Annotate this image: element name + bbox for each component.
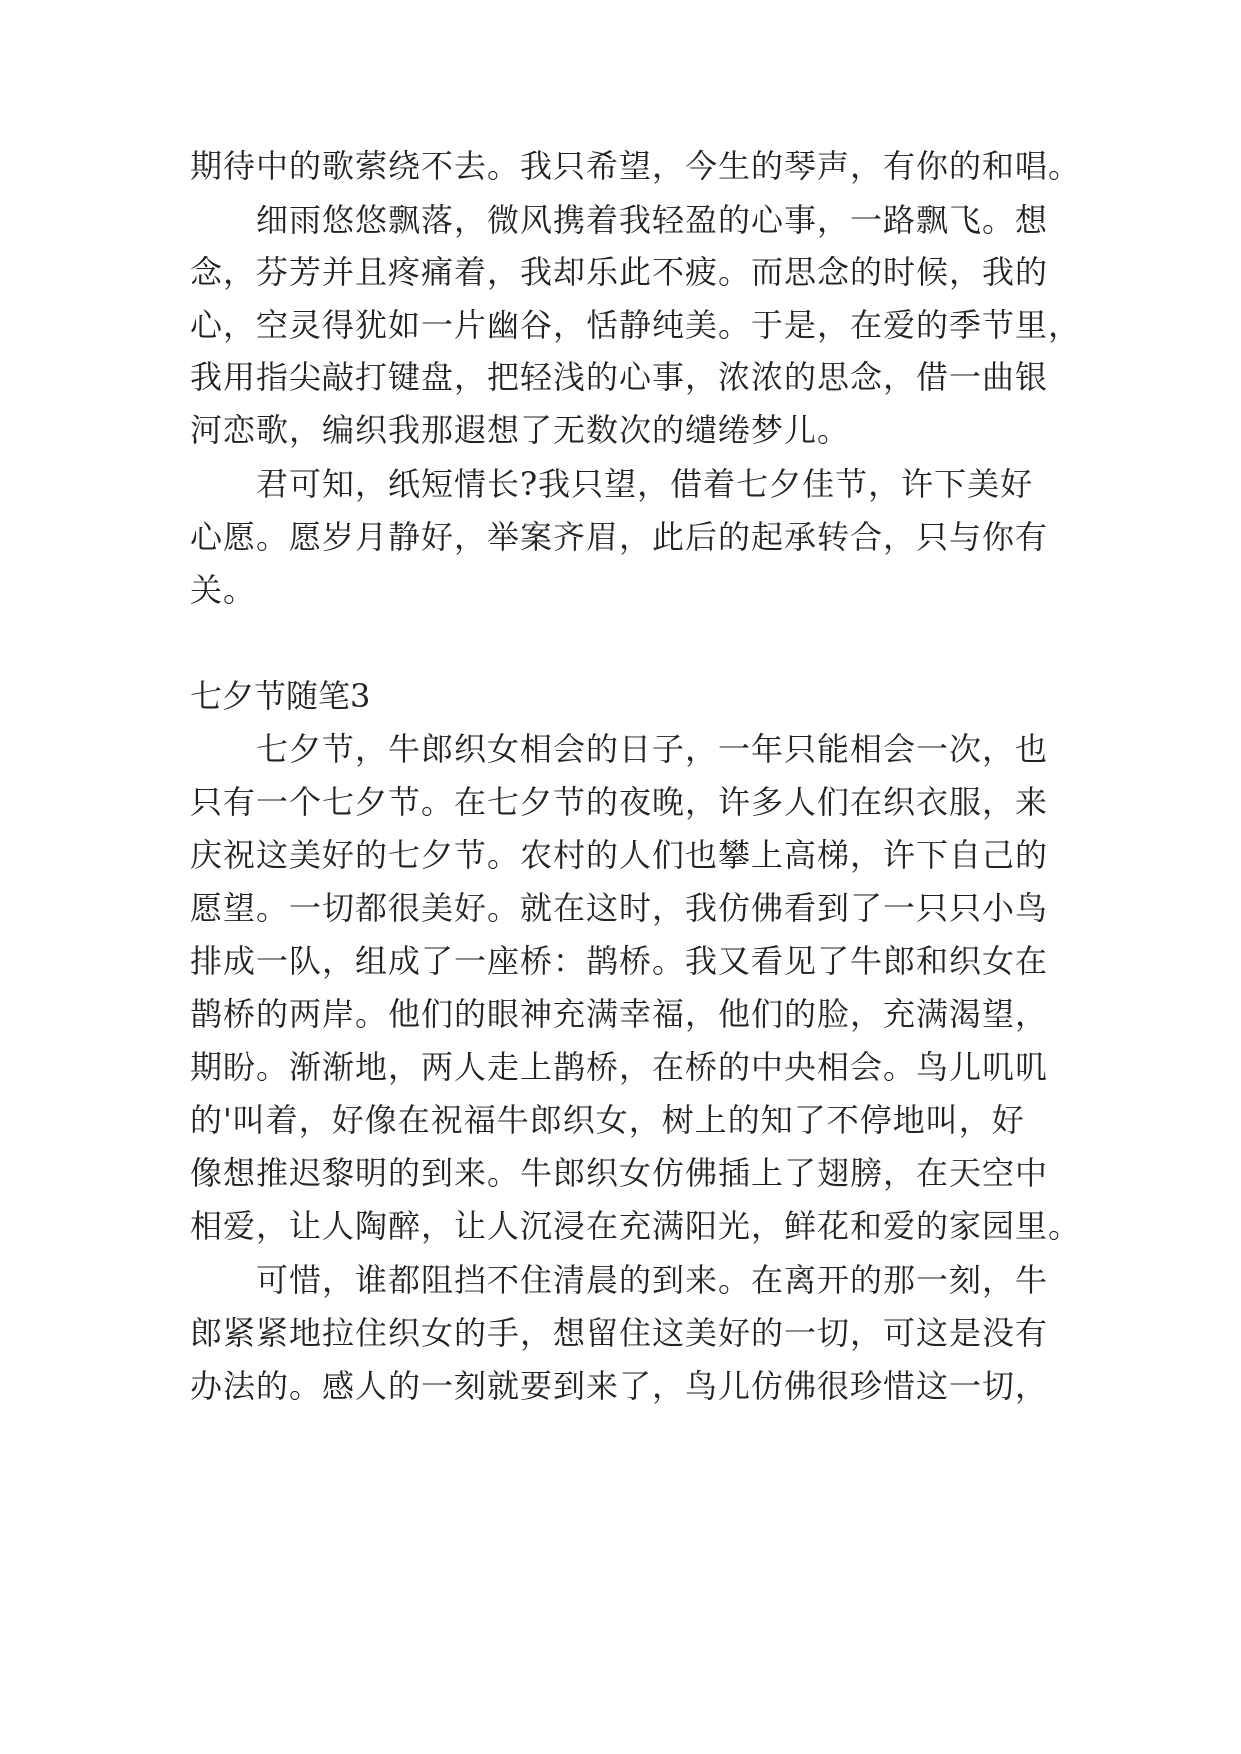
- paragraph-line: 的'叫着，好像在祝福牛郎织女，树上的知了不停地叫，好: [190, 1101, 1025, 1139]
- paragraph-line: 相爱，让人陶醉，让人沉浸在充满阳光，鲜花和爱的家园里。: [190, 1207, 1082, 1245]
- paragraph-line: 心，空灵得犹如一片幽谷，恬静纯美。于是，在爱的季节里，: [190, 306, 1082, 344]
- paragraph-line: 排成一队，组成了一座桥：鹊桥。我又看见了牛郎和织女在: [190, 942, 1049, 980]
- paragraph-line: 关。: [190, 571, 257, 609]
- paragraph-line: 郎紧紧地拉住织女的手，想留住这美好的一切，可这是没有: [190, 1314, 1049, 1352]
- section-title: 七夕节随笔3: [190, 677, 371, 715]
- paragraph-line: 河恋歌，编织我那遐想了无数次的缱绻梦儿。: [190, 411, 851, 449]
- paragraph-line: 愿望。一切都很美好。就在这时，我仿佛看到了一只只小鸟: [190, 889, 1049, 927]
- paragraph-line: 可惜，谁都阻挡不住清晨的到来。在离开的那一刻，牛: [256, 1261, 1049, 1299]
- paragraph-line: 心愿。愿岁月静好，举案齐眉，此后的起承转合，只与你有: [190, 518, 1049, 556]
- paragraph-line: 办法的。感人的一刻就要到来了，鸟儿仿佛很珍惜这一切，: [190, 1367, 1049, 1405]
- paragraph-line: 期盼。渐渐地，两人走上鹊桥，在桥的中央相会。鸟儿叽叽: [190, 1048, 1049, 1086]
- paragraph-line: 鹊桥的两岸。他们的眼神充满幸福，他们的脸，充满渴望，: [190, 995, 1049, 1033]
- paragraph-line: 念，芬芳并且疼痛着，我却乐此不疲。而思念的时候，我的: [190, 253, 1049, 291]
- paragraph-line: 期待中的歌萦绕不去。我只希望，今生的琴声，有你的和唱。: [190, 147, 1082, 185]
- paragraph-line: 君可知，纸短情长?我只望，借着七夕佳节，许下美好: [256, 465, 1034, 503]
- paragraph-line: 庆祝这美好的七夕节。农村的人们也攀上高梯，许下自己的: [190, 836, 1049, 874]
- paragraph-line: 七夕节，牛郎织女相会的日子，一年只能相会一次，也: [256, 730, 1049, 768]
- paragraph-line: 像想推迟黎明的到来。牛郎织女仿佛插上了翅膀，在天空中: [190, 1154, 1049, 1192]
- paragraph-line: 只有一个七夕节。在七夕节的夜晚，许多人们在织衣服，来: [190, 783, 1049, 821]
- paragraph-line: 我用指尖敲打键盘，把轻浅的心事，浓浓的思念，借一曲银: [190, 358, 1049, 396]
- paragraph-line: 细雨悠悠飘落，微风携着我轻盈的心事，一路飘飞。想: [256, 201, 1049, 239]
